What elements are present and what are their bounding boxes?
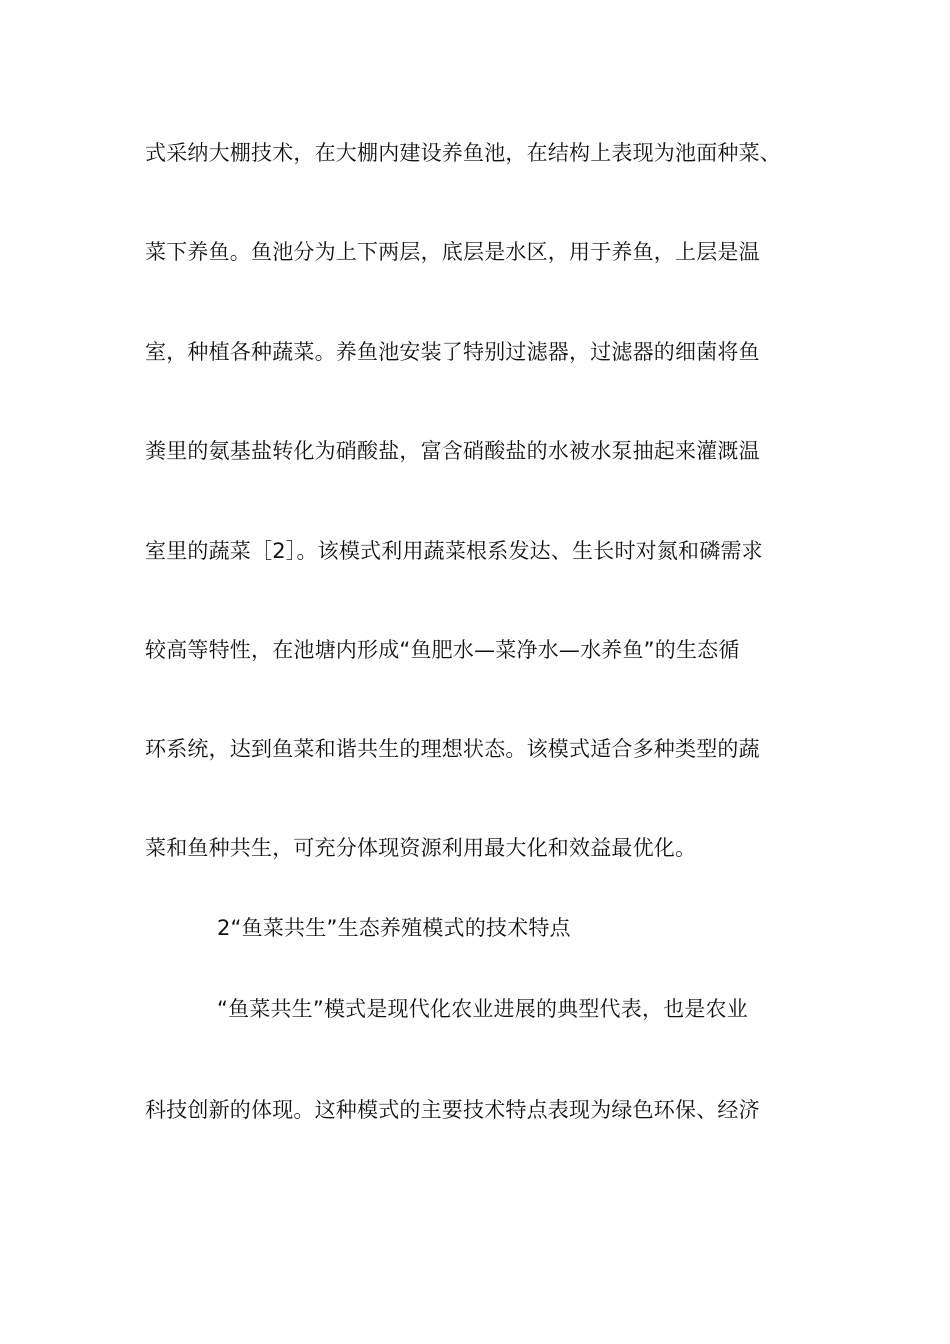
body-text-line: 粪里的氨基盐转化为硝酸盐，富含硝酸盐的水被水泵抽起来灌溉温 (145, 439, 760, 463)
body-text-line: 菜下养鱼。鱼池分为上下两层，底层是水区，用于养鱼，上层是温 (145, 240, 760, 264)
section-heading: 2“鱼菜共生”生态养殖模式的技术特点 (217, 916, 571, 940)
body-text-line: 较高等特性，在池塘内形成“鱼肥水—菜净水—水养鱼”的生态循 (145, 638, 740, 662)
body-text-line: 式采纳大棚技术，在大棚内建设养鱼池，在结构上表现为池面种菜、 (145, 141, 781, 165)
body-text-line: “鱼菜共生”模式是现代化农业进展的典型代表，也是农业 (217, 997, 748, 1021)
body-text-line: 室，种植各种蔬菜。养鱼池安装了特别过滤器，过滤器的细菌将鱼 (145, 340, 760, 364)
body-text-line: 室里的蔬菜［2］。该模式利用蔬菜根系发达、生长时对氮和磷需求 (145, 539, 763, 563)
body-text-line: 科技创新的体现。这种模式的主要技术特点表现为绿色环保、经济 (145, 1098, 760, 1122)
body-text-line: 菜和鱼种共生，可充分体现资源利用最大化和效益最优化。 (145, 836, 697, 860)
body-text-line: 环系统，达到鱼菜和谐共生的理想状态。该模式适合多种类型的蔬 (145, 737, 760, 761)
